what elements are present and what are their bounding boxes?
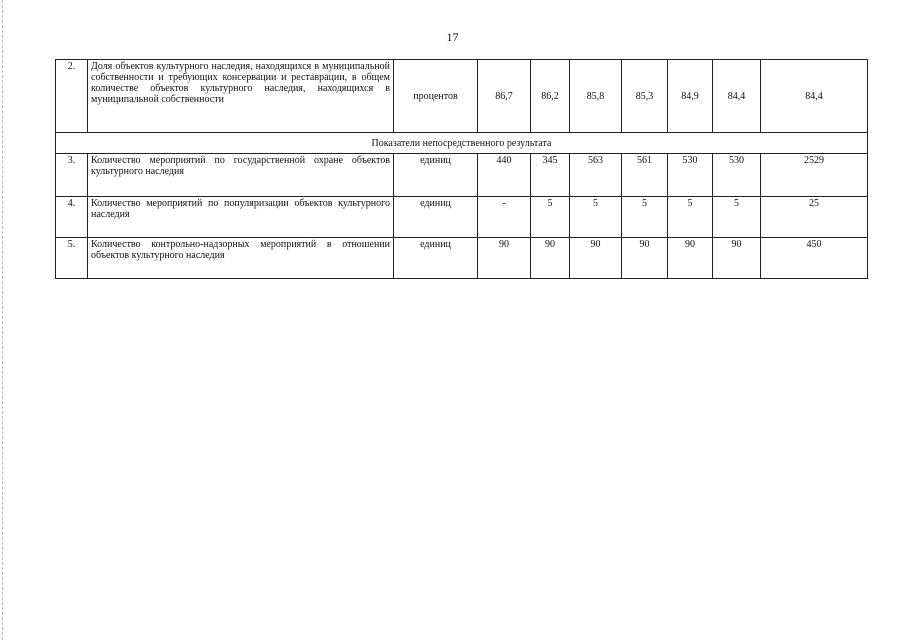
row-number: 2. [56, 60, 88, 133]
total-cell: 450 [761, 238, 868, 279]
indicator-name: Количество контрольно-надзорных мероприятий в отношении объектов культурного наследия [88, 238, 394, 279]
value-cell: 5 [570, 197, 622, 238]
value-cell: 561 [622, 154, 668, 197]
value-cell: 563 [570, 154, 622, 197]
indicator-name: Количество мероприятий по государственной охране объектов культурного наследия [88, 154, 394, 197]
value-cell: 530 [668, 154, 713, 197]
section-label: Показатели непосредственного результата [56, 133, 868, 154]
row-number: 5. [56, 238, 88, 279]
value-cell: 86,2 [531, 60, 570, 133]
value-cell: 84,9 [668, 60, 713, 133]
value-cell: 90 [713, 238, 761, 279]
value-cell: - [478, 197, 531, 238]
value-cell: 345 [531, 154, 570, 197]
unit-cell: единиц [394, 238, 478, 279]
value-cell: 90 [531, 238, 570, 279]
table-row [56, 60, 868, 133]
row-number: 4. [56, 197, 88, 238]
value-cell: 5 [668, 197, 713, 238]
indicator-name: Количество мероприятий по популяризации объектов культурного наследия [88, 197, 394, 238]
value-cell: 86,7 [478, 60, 531, 133]
value-cell: 90 [622, 238, 668, 279]
unit-cell: процентов [394, 60, 478, 133]
table-row [56, 197, 868, 238]
value-cell: 90 [478, 238, 531, 279]
row-number: 3. [56, 154, 88, 197]
unit-cell: единиц [394, 197, 478, 238]
total-cell: 25 [761, 197, 868, 238]
value-cell: 84,4 [713, 60, 761, 133]
value-cell: 85,8 [570, 60, 622, 133]
total-cell: 2529 [761, 154, 868, 197]
value-cell: 90 [668, 238, 713, 279]
value-cell: 530 [713, 154, 761, 197]
table-row [56, 238, 868, 279]
value-cell: 90 [570, 238, 622, 279]
page-number: 17 [446, 30, 459, 44]
value-cell: 85,3 [622, 60, 668, 133]
indicator-name: Доля объектов культурного наследия, находящихся в муниципальной собственности и требующих консервации и реставрации, в общем количестве объектов культурного наследия, находящихся в муниципальной собственности [88, 60, 394, 133]
value-cell: 5 [531, 197, 570, 238]
value-cell: 5 [622, 197, 668, 238]
page-edge-line [2, 0, 3, 640]
table-row [56, 154, 868, 197]
indicators-table [55, 59, 868, 279]
total-cell: 84,4 [761, 60, 868, 133]
section-header-row [56, 133, 868, 154]
value-cell: 5 [713, 197, 761, 238]
value-cell: 440 [478, 154, 531, 197]
unit-cell: единиц [394, 154, 478, 197]
